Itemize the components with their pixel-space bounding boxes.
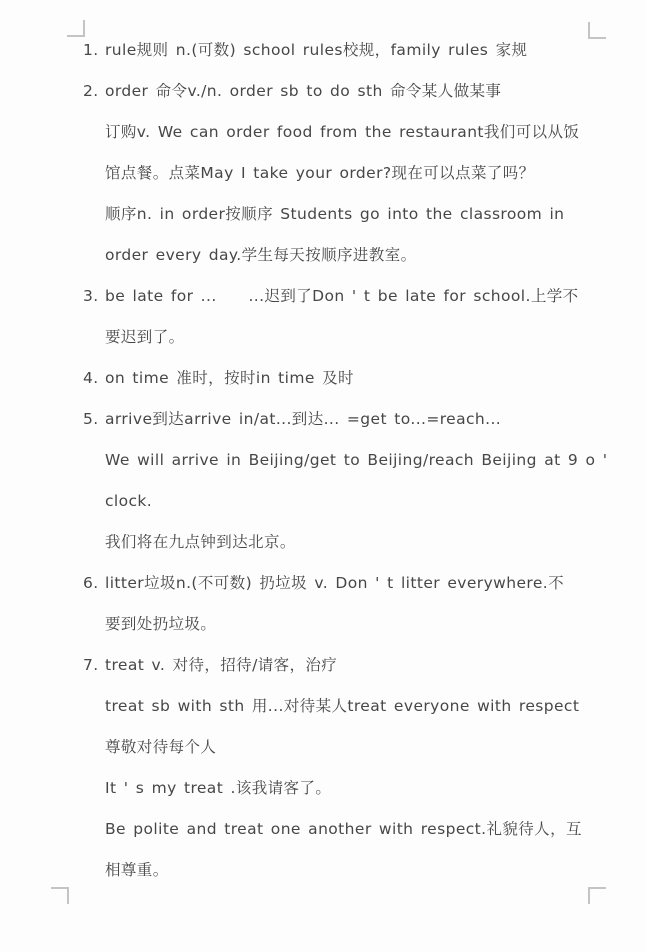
line-text: 馆点餐。点菜May I take your order?现在可以点菜了吗？ xyxy=(105,164,535,182)
line-text: treat sb with sth 用...对待某人treat everyone with respect xyxy=(105,697,580,715)
line-text: 我们将在九点钟到达北京。 xyxy=(105,533,296,551)
line-text: order 命令v./n. order sb to do sth 命令某人做某事 xyxy=(105,82,502,100)
list-item-4 xyxy=(83,358,623,399)
line-text: clock. xyxy=(105,492,153,510)
vocabulary-list xyxy=(83,30,623,891)
line-text: rule规则 n.(可数) school rules校规，family rules 家规 xyxy=(105,41,528,59)
list-item-3 xyxy=(83,276,623,317)
line-text: 要迟到了。 xyxy=(105,328,185,346)
list-item-2 xyxy=(83,71,623,112)
line-text: order every day.学生每天按顺序进教室。 xyxy=(105,246,417,264)
line-text: We will arrive in Beijing/get to Beijing/reach Beijing at 9 o ' xyxy=(105,451,608,469)
list-item-3-cont xyxy=(83,317,623,358)
list-item-7-cont xyxy=(83,850,623,891)
list-item-2-cont xyxy=(83,153,623,194)
list-item-7-cont xyxy=(83,727,623,768)
list-item-6 xyxy=(83,563,623,604)
line-text: on time 准时，按时in time 及时 xyxy=(105,369,354,387)
line-text: Be polite and treat one another with respect.礼貌待人，互 xyxy=(105,820,582,838)
line-text: 相尊重。 xyxy=(105,861,169,879)
item-number: 2. xyxy=(83,82,99,100)
list-item-5-cont xyxy=(83,522,623,563)
list-item-2-cont xyxy=(83,112,623,153)
line-text: It ' s my treat .该我请客了。 xyxy=(105,779,332,797)
line-text: litter垃圾n.(不可数) 扔垃圾 v. Don ' t litter everywhere.不 xyxy=(105,574,564,592)
list-item-5 xyxy=(83,399,623,440)
list-item-2-cont xyxy=(83,194,623,235)
line-text: arrive到达arrive in/at...到达... =get to...=reach... xyxy=(105,410,502,428)
item-number: 7. xyxy=(83,656,99,674)
line-text: 顺序n. in order按顺序 Students go into the classroom in xyxy=(105,205,565,223)
item-number: 4. xyxy=(83,369,99,387)
item-number: 5. xyxy=(83,410,99,428)
item-number: 3. xyxy=(83,287,99,305)
list-item-7-cont xyxy=(83,686,623,727)
list-item-2-cont xyxy=(83,235,623,276)
list-item-5-cont xyxy=(83,481,623,522)
line-text: 尊敬对待每个人 xyxy=(105,738,217,756)
list-item-1 xyxy=(83,30,623,71)
line-text: treat v. 对待，招待/请客，治疗 xyxy=(105,656,338,674)
list-item-5-cont xyxy=(83,440,623,481)
line-text: be late for ... ...迟到了Don ' t be late for school.上学不 xyxy=(105,287,579,305)
list-item-6-cont xyxy=(83,604,623,645)
list-item-7-cont xyxy=(83,809,623,850)
line-text: 要到处扔垃圾。 xyxy=(105,615,217,633)
line-text: 订购v. We can order food from the restaurant我们可以从饭 xyxy=(105,123,580,141)
list-item-7-cont xyxy=(83,768,623,809)
item-number: 6. xyxy=(83,574,99,592)
item-number: 1. xyxy=(83,41,99,59)
list-item-7 xyxy=(83,645,623,686)
crop-mark-bottom-left-icon xyxy=(51,887,69,904)
